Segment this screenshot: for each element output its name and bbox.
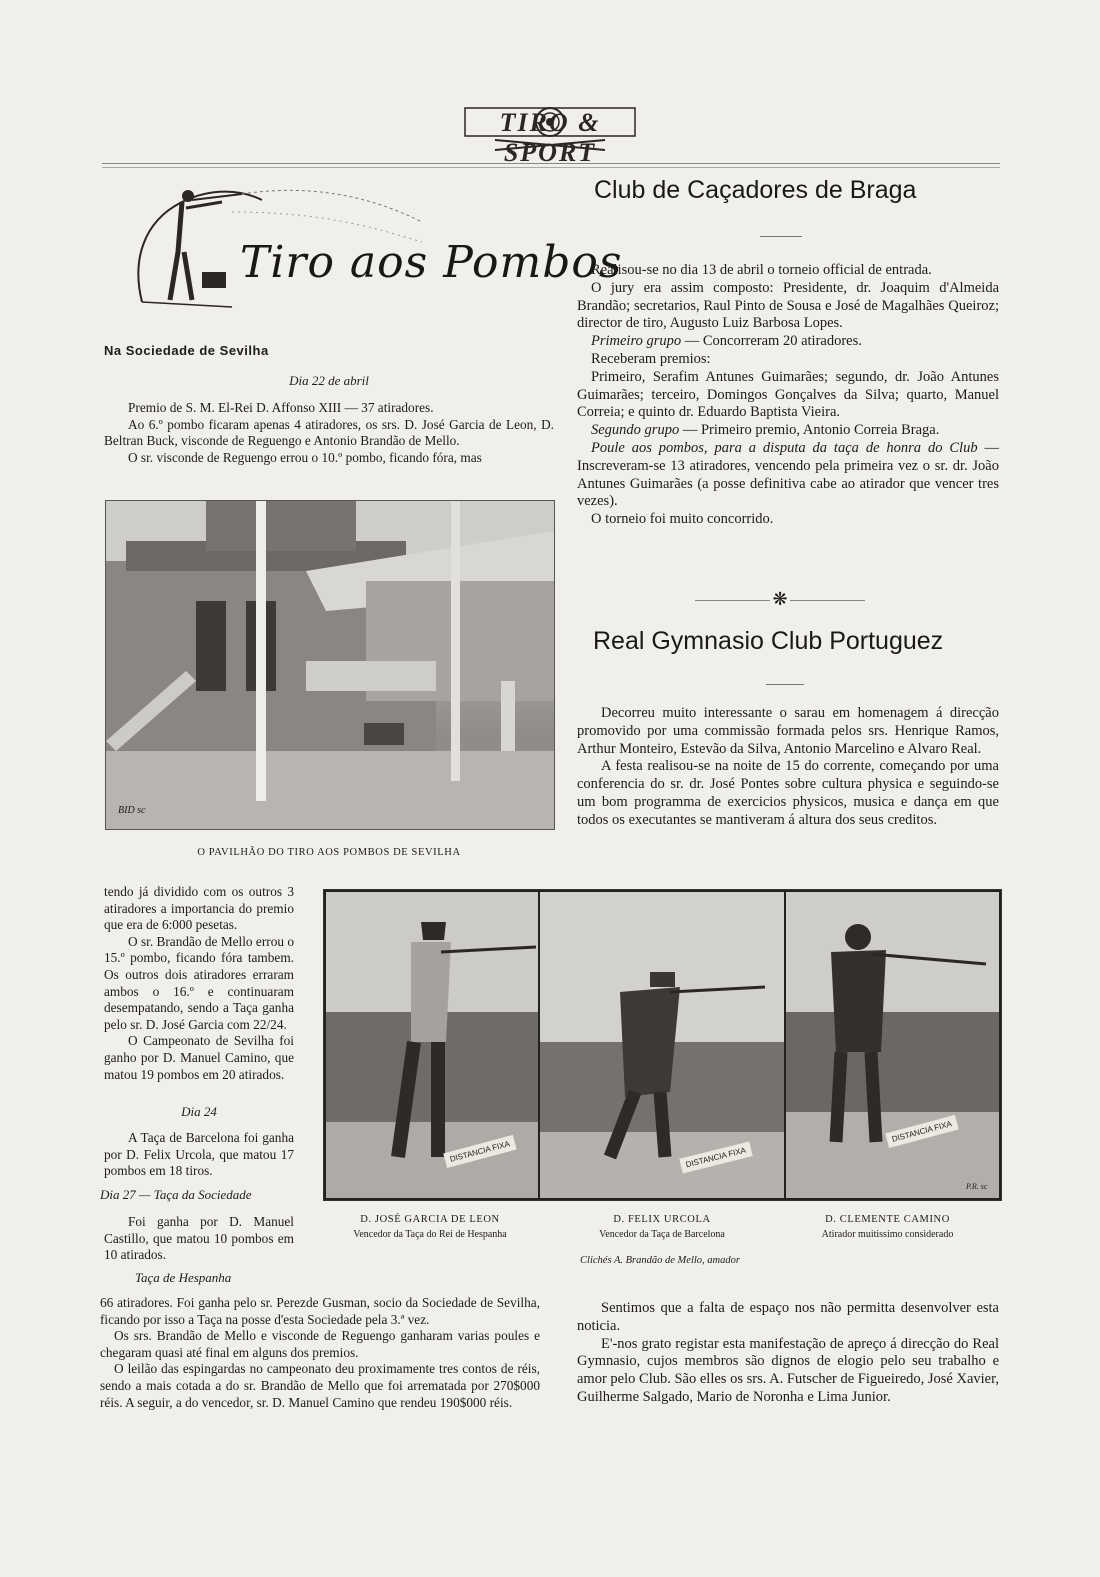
dateline-27: Dia 27 — Taça da Sociedade — [100, 1187, 252, 1202]
paragraph: tendo já dividido com os outros 3 atiradores a importancia do premio que era de 6:000 pesetas. — [104, 884, 294, 933]
caption-subtitle: Vencedor da Taça do Rei de Hespanha — [353, 1229, 507, 1240]
italic-lead: Poule aos pombos, para a disputa da taça de honra do Club — [591, 439, 978, 456]
dateline-22-abril: Dia 22 de abril — [289, 373, 369, 388]
header-rule — [102, 163, 1000, 164]
paragraph — [577, 440, 999, 511]
photo-credit: Clichés A. Brandão de Mello, amador — [580, 1255, 740, 1266]
paragraph: E'-nos grato registar esta manifestação de apreço á direcção do Real Gymnasio, cujos membros são dignos de elogio pelo seu trabalho e amor pelo Club. São elles os srs. A. Futscher de Figueiredo, José Xavier, Guilherme Salgado, Mario de Noronha e Lima Junior. — [577, 1335, 999, 1405]
paragraph: O jury era assim composto: Presidente, dr. Joaquim d'Almeida Brandão; secretarios, Raul Pinto de Sousa e José de Magalhães Queiroz; director de tiro, Augusto Luiz Barbosa Lopes. — [577, 279, 999, 332]
sevilha-paragraph-1 — [104, 400, 554, 466]
header-rule-2 — [102, 167, 1000, 168]
sevilha-paragraph-4 — [104, 1214, 294, 1264]
paragraph: Receberam premios: — [591, 350, 711, 367]
paragraph: Primeiro, Serafim Antunes Guimarães; segundo, dr. João Antunes Guimarães; terceiro, Domingos Gonçalves da Silva; quarto, Manuel Correia; e quinto dr. Eduardo Baptista Vieira. — [577, 368, 999, 421]
caption-name: D. JOSÉ GARCIA DE LEON — [360, 1214, 500, 1225]
sevilha-paragraph-3 — [104, 1130, 294, 1180]
paragraph-text: — Primeiro premio, Antonio Correia Braga. — [679, 422, 940, 439]
paragraph: O torneio foi muito concorrido. — [591, 511, 774, 528]
paragraph-text: — Concorreram 20 atiradores. — [681, 333, 862, 350]
pavilion-photo — [105, 500, 555, 830]
paragraph: Sentimos que a falta de espaço nos não permitta desenvolver esta noticia. — [577, 1300, 999, 1334]
caption-garcia-de-leon — [323, 1214, 537, 1240]
caption-name: D. CLEMENTE CAMINO — [825, 1214, 950, 1225]
paragraph: A Taça de Barcelona foi ganha por D. Felix Urcola, que matou 17 pombos em 18 tiros. — [104, 1130, 294, 1179]
pavilion-photo-caption: O PAVILHÃO DO TIRO AOS POMBOS DE SEVILHA — [197, 847, 461, 858]
paragraph — [577, 422, 999, 440]
paragraph: 66 atiradores. Foi ganha pelo sr. Perezde Gusman, socio da Sociedade de Sevilha, ficando por isso a Taça na posse d'esta Sociedade pela 3.ª vez. — [100, 1295, 540, 1327]
banner-title: Tiro aos Pombos — [240, 237, 623, 288]
italic-lead: Segundo grupo — [591, 422, 680, 439]
distance-sign: DISTANCIA FIXA — [443, 1135, 516, 1168]
sevilha-paragraph-2 — [104, 884, 294, 1083]
tiro-banner-illustration — [122, 182, 623, 320]
paragraph: Decorreu muito interessante o sarau em homenagem á direcção promovido por uma commissão formada pelos srs. Henrique Ramos, Arthur Monteiro, Estevão da Silva, Antonio Marcelino e Alvaro Real. — [577, 705, 999, 757]
paragraph — [577, 333, 999, 351]
divider — [760, 236, 802, 237]
paragraph: O leilão das espingardas no campeonato deu proximamente tres contos de réis, sendo a mais cotada a do sr. Brandão de Mello que foi arrematada por 270$000 réis. A seguir, a do vencedor, sr. D. Manuel Camino que rendeu 190$000 réis. — [100, 1361, 540, 1410]
shooter-photo-urcola — [540, 892, 784, 1198]
photo-signature: BID sc — [118, 805, 146, 816]
section-head-sevilha: Na Sociedade de Sevilha — [104, 343, 269, 358]
paragraph: Realisou-se no dia 13 de abril o torneio official de entrada. — [591, 262, 932, 278]
paragraph: O sr. Brandão de Mello errou o 15.º pombo, ficando fóra tambem. Os outros dois atiradores erraram ambos o 16.º e continuaram desempatando, sendo a Taça ganha pelo sr. D. José Garcia com 22/24. — [104, 933, 294, 1032]
braga-article — [577, 262, 999, 529]
caption-subtitle: Atirador muitissimo considerado — [821, 1229, 954, 1240]
distance-sign: DISTANCIA FIXA — [679, 1142, 752, 1174]
paragraph: Foi ganha por D. Manuel Castillo, que matou 10 pombos em 10 atirados. — [104, 1214, 294, 1263]
masthead-title: TIRO & SPORT — [499, 108, 601, 167]
paragraph: Premio de S. M. El-Rei D. Affonso XIII — 37 atiradores. — [128, 400, 434, 415]
paragraph: O sr. visconde de Reguengo errou o 10.º pombo, ficando fóra, mas — [128, 449, 482, 465]
real-gymnasio-article-continued — [577, 1300, 999, 1407]
paragraph: Os srs. Brandão de Mello e visconde de Reguengo ganharam varias poules e chegaram quasi até final em alguns dos premios. — [100, 1328, 540, 1360]
paragraph-text: — Inscreveram-se 13 atiradores, vencendo pela primeira vez o sr. dr. João Antunes Guimarães (a posse definitiva cabe ao atirador que vencer tres vezes). — [577, 439, 1000, 510]
paragraph: Ao 6.º pombo ficaram apenas 4 atiradores, os srs. D. José Garcia de Leon, D. Beltran Buck, visconde de Reguengo e Antonio Brandão de Mello. — [104, 416, 554, 449]
caption-camino — [785, 1214, 990, 1240]
real-gymnasio-heading: Real Gymnasio Club Portuguez — [593, 627, 944, 655]
divider — [766, 684, 804, 685]
dateline-24: Dia 24 — [181, 1104, 217, 1119]
caption-urcola — [540, 1214, 784, 1240]
ornament-icon: ❋ — [770, 589, 790, 610]
caption-name: D. FELIX URCOLA — [613, 1214, 711, 1225]
masthead-logo — [455, 100, 645, 167]
distance-sign: DISTANCIA FIXA — [885, 1115, 958, 1148]
dateline-taca-hespanha: Taça de Hespanha — [135, 1270, 232, 1285]
caption-subtitle: Vencedor da Taça de Barcelona — [599, 1229, 725, 1240]
real-gymnasio-article — [577, 705, 999, 830]
paragraph: O Campeonato de Sevilha foi ganho por D. Manuel Camino, que matou 19 pombos em 20 atirados. — [104, 1033, 294, 1082]
braga-heading: Club de Caçadores de Braga — [594, 176, 917, 204]
italic-lead: Primeiro grupo — [591, 333, 682, 350]
sevilha-paragraph-5 — [100, 1295, 540, 1411]
photo-signature: P.R. sc — [966, 1182, 988, 1191]
shooters-photo-strip — [323, 889, 1002, 1201]
shooter-photo-camino — [786, 892, 999, 1198]
shooter-photo-garcia-de-leon — [326, 892, 538, 1198]
paragraph: A festa realisou-se na noite de 15 do corrente, começando por uma conferencia do sr. dr. José Pontes sobre cultura physica e seguindo-se um bom programma de exercicios physicos, musica e dança em que todos os executantes se mantiveram á altura dos seus creditos. — [577, 758, 999, 828]
